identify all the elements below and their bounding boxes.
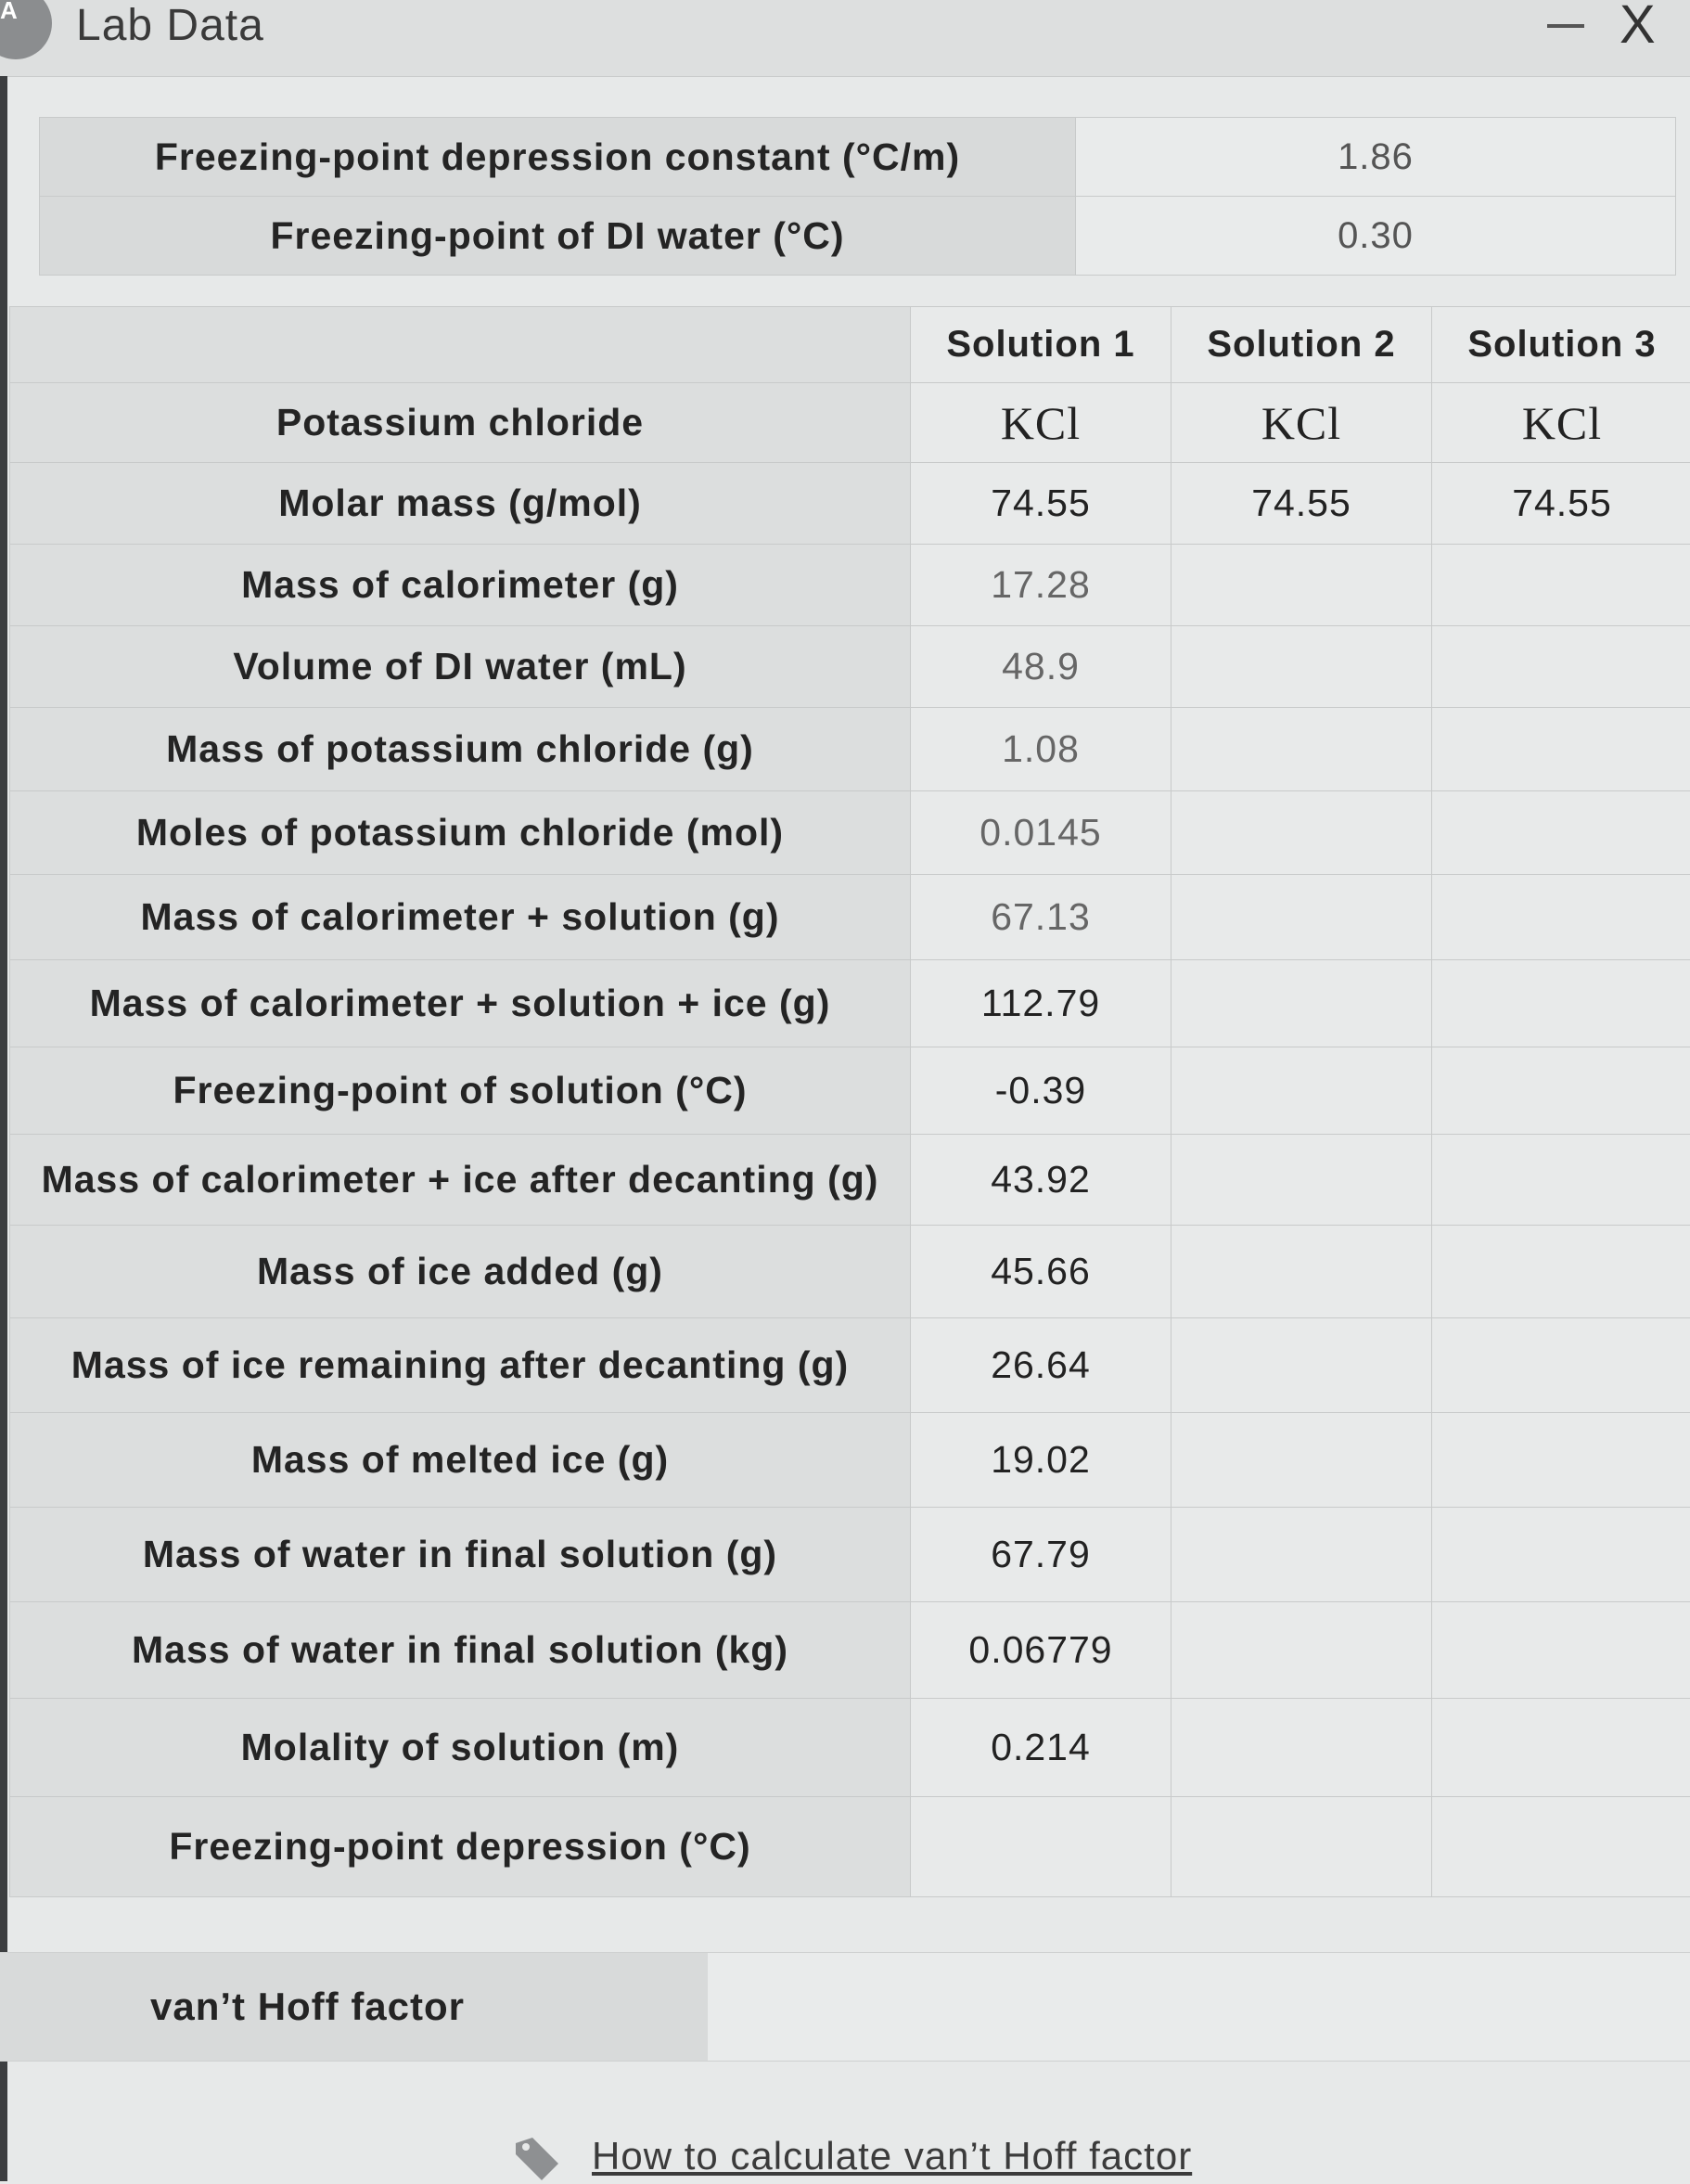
- row-label: Moles of potassium chloride (mol): [10, 791, 911, 875]
- row-label: Mass of ice remaining after decanting (g): [10, 1318, 911, 1413]
- value-cell: 74.55: [1432, 463, 1690, 545]
- app-icon: [0, 0, 52, 59]
- empty-cell[interactable]: [1432, 960, 1690, 1047]
- row-label: Volume of DI water (mL): [10, 626, 911, 708]
- window-title: Lab Data: [76, 0, 264, 51]
- empty-cell[interactable]: [1432, 708, 1690, 791]
- constant-value: 0.30: [1076, 197, 1676, 276]
- table-row: [10, 1699, 1690, 1797]
- empty-cell[interactable]: [1171, 708, 1432, 791]
- header-row: [10, 307, 1690, 383]
- constant-row: [40, 197, 1676, 276]
- empty-cell[interactable]: [1171, 1047, 1432, 1135]
- value-cell: KCl: [1432, 383, 1690, 463]
- table-row: [10, 1508, 1690, 1602]
- row-label: Mass of melted ice (g): [10, 1413, 911, 1508]
- constant-label: Freezing-point depression constant (°C/m): [40, 118, 1076, 197]
- empty-cell[interactable]: [1171, 960, 1432, 1047]
- table-row: [10, 1413, 1690, 1508]
- value-cell[interactable]: -0.39: [911, 1047, 1171, 1135]
- close-button[interactable]: X: [1620, 0, 1656, 52]
- empty-cell[interactable]: [1432, 1226, 1690, 1318]
- empty-cell[interactable]: [1171, 1602, 1432, 1699]
- row-label: Mass of ice added (g): [10, 1226, 911, 1318]
- value-cell[interactable]: 0.0145: [911, 791, 1171, 875]
- empty-cell[interactable]: [1432, 1135, 1690, 1226]
- table-row: [10, 626, 1690, 708]
- empty-cell[interactable]: [1432, 1413, 1690, 1508]
- value-cell[interactable]: 48.9: [911, 626, 1171, 708]
- value-cell[interactable]: 0.214: [911, 1699, 1171, 1797]
- column-header: Solution 3: [1432, 307, 1690, 383]
- table-row: [10, 875, 1690, 960]
- row-label: Mass of calorimeter (g): [10, 545, 911, 626]
- constant-row: [40, 118, 1676, 197]
- value-cell: 74.55: [911, 463, 1171, 545]
- constants-table: [39, 117, 1676, 276]
- row-label: Mass of potassium chloride (g): [10, 708, 911, 791]
- row-label: Mass of water in final solution (kg): [10, 1602, 911, 1699]
- column-header: Solution 2: [1171, 307, 1432, 383]
- value-cell: KCl: [1171, 383, 1432, 463]
- value-cell[interactable]: 67.79: [911, 1508, 1171, 1602]
- table-row: [10, 1047, 1690, 1135]
- window-edge: [0, 76, 7, 2181]
- empty-cell[interactable]: [1171, 791, 1432, 875]
- value-cell: 74.55: [1171, 463, 1432, 545]
- table-row: [10, 1318, 1690, 1413]
- title-bar: [0, 0, 1690, 77]
- header-corner: [10, 307, 911, 383]
- table-row: [10, 791, 1690, 875]
- row-label: Mass of calorimeter + solution (g): [10, 875, 911, 960]
- empty-cell[interactable]: [1432, 1508, 1690, 1602]
- column-header: Solution 1: [911, 307, 1171, 383]
- value-cell: KCl: [911, 383, 1171, 463]
- row-label: Freezing-point depression (°C): [10, 1797, 911, 1897]
- empty-cell[interactable]: [911, 1797, 1171, 1897]
- empty-cell[interactable]: [1171, 1413, 1432, 1508]
- row-label: Mass of calorimeter + ice after decanting (g): [10, 1135, 911, 1226]
- empty-cell[interactable]: [1171, 1797, 1432, 1897]
- row-label: Mass of calorimeter + solution + ice (g): [10, 960, 911, 1047]
- empty-cell[interactable]: [1171, 1226, 1432, 1318]
- table-row: [10, 545, 1690, 626]
- empty-cell[interactable]: [1171, 545, 1432, 626]
- value-cell[interactable]: 112.79: [911, 960, 1171, 1047]
- table-row: [10, 1797, 1690, 1897]
- help-link[interactable]: How to calculate van’t Hoff factor: [592, 2134, 1192, 2178]
- constant-label: Freezing-point of DI water (°C): [40, 197, 1076, 276]
- empty-cell[interactable]: [1171, 1135, 1432, 1226]
- value-cell[interactable]: 1.08: [911, 708, 1171, 791]
- empty-cell[interactable]: [1432, 791, 1690, 875]
- row-label: Potassium chloride: [10, 383, 911, 463]
- empty-cell[interactable]: [1171, 875, 1432, 960]
- lab-data-table: [9, 306, 1690, 1897]
- empty-cell[interactable]: [1171, 1508, 1432, 1602]
- table-row: [10, 960, 1690, 1047]
- minimize-button[interactable]: [1547, 24, 1584, 28]
- table-row: [10, 383, 1690, 463]
- empty-cell[interactable]: [1171, 1699, 1432, 1797]
- value-cell[interactable]: 0.06779: [911, 1602, 1171, 1699]
- tag-icon: [512, 2134, 562, 2184]
- table-row: [10, 1226, 1690, 1318]
- row-label: Molality of solution (m): [10, 1699, 911, 1797]
- empty-cell[interactable]: [1171, 1318, 1432, 1413]
- value-cell[interactable]: 26.64: [911, 1318, 1171, 1413]
- value-cell[interactable]: 67.13: [911, 875, 1171, 960]
- value-cell[interactable]: 19.02: [911, 1413, 1171, 1508]
- table-row: [10, 463, 1690, 545]
- empty-cell[interactable]: [1432, 626, 1690, 708]
- vant-hoff-label: van’t Hoff factor: [0, 1953, 708, 2061]
- vant-hoff-row: [0, 1952, 1690, 2062]
- vant-hoff-input[interactable]: [708, 1953, 1690, 2061]
- empty-cell[interactable]: [1432, 875, 1690, 960]
- table-row: [10, 1602, 1690, 1699]
- row-label: Mass of water in final solution (g): [10, 1508, 911, 1602]
- row-label: Freezing-point of solution (°C): [10, 1047, 911, 1135]
- row-label: Molar mass (g/mol): [10, 463, 911, 545]
- value-cell[interactable]: 17.28: [911, 545, 1171, 626]
- value-cell[interactable]: 45.66: [911, 1226, 1171, 1318]
- empty-cell[interactable]: [1432, 1602, 1690, 1699]
- empty-cell[interactable]: [1432, 545, 1690, 626]
- empty-cell[interactable]: [1432, 1047, 1690, 1135]
- empty-cell[interactable]: [1432, 1797, 1690, 1897]
- empty-cell[interactable]: [1171, 626, 1432, 708]
- value-cell[interactable]: 43.92: [911, 1135, 1171, 1226]
- app-icon-letter: A: [0, 0, 18, 25]
- constant-value: 1.86: [1076, 118, 1676, 197]
- table-row: [10, 708, 1690, 791]
- table-row: [10, 1135, 1690, 1226]
- empty-cell[interactable]: [1432, 1318, 1690, 1413]
- empty-cell[interactable]: [1432, 1699, 1690, 1797]
